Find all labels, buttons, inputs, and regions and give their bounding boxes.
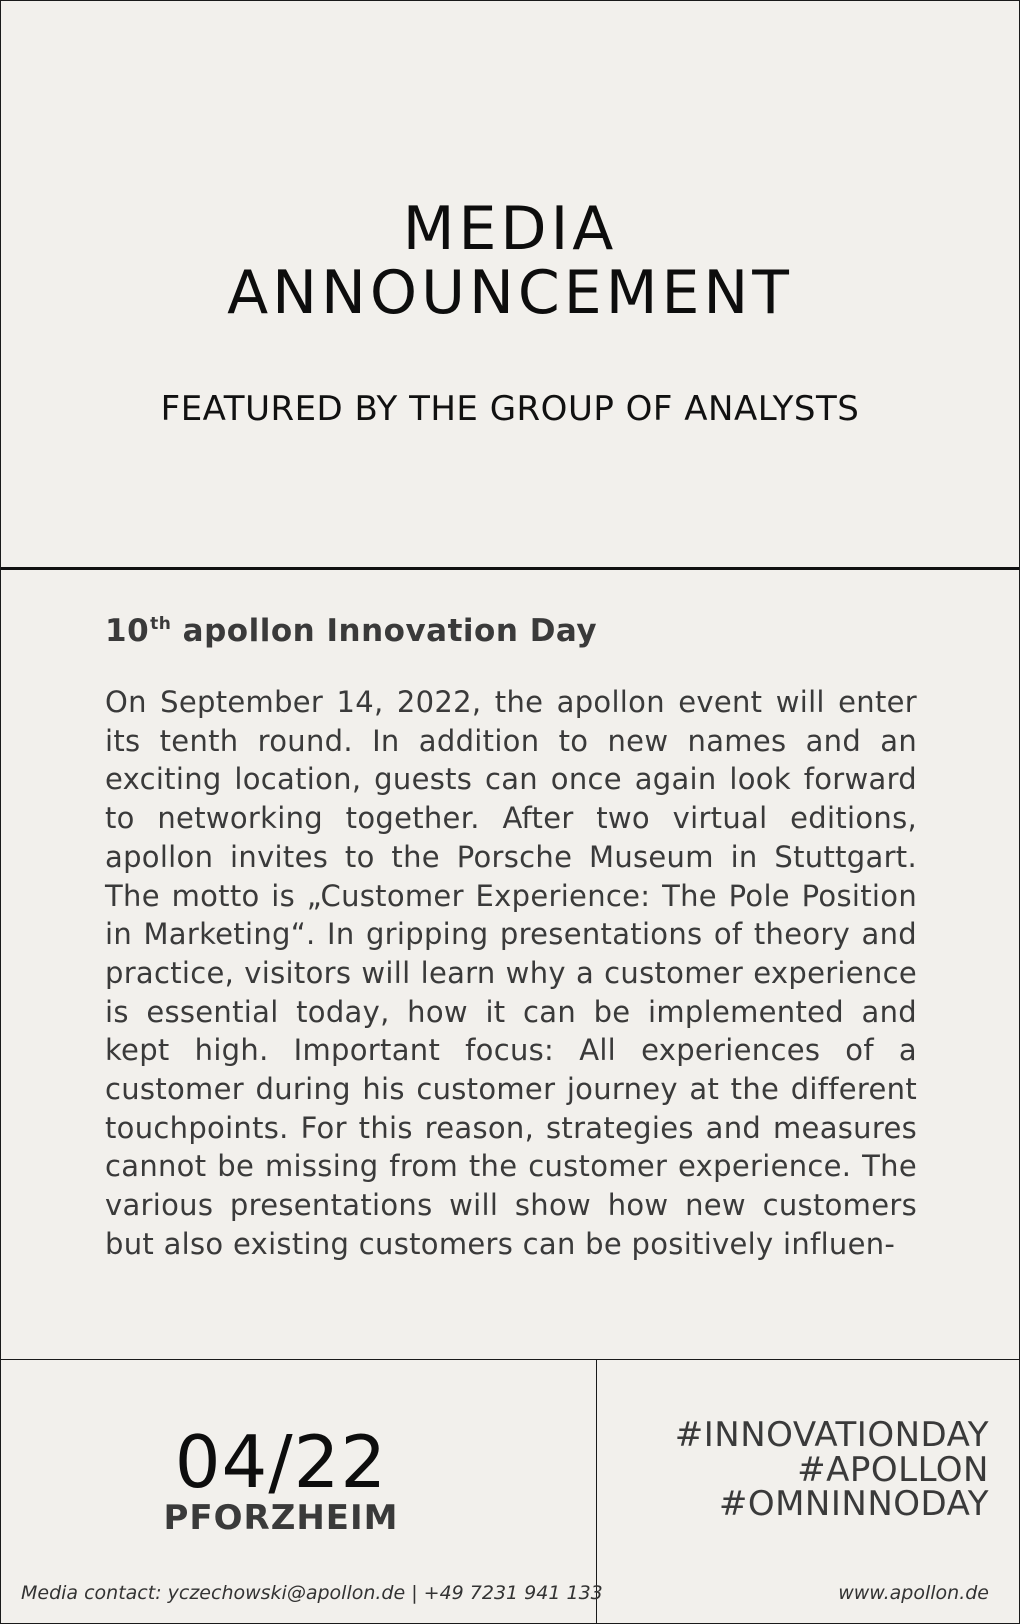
title-line-2: ANNOUNCEMENT [227, 258, 793, 328]
title-line-1: MEDIA [402, 194, 618, 264]
headline-number: 10 [105, 613, 150, 649]
footer [1, 1359, 1019, 1624]
hashtag-apollon: #APOLLON [797, 1449, 989, 1490]
article [105, 613, 917, 1261]
hashtag-innovationday: #INNOVATIONDAY [674, 1415, 989, 1455]
media-contact: Media contact: yczechowski@apollon.de | +49 7231 941 133 [21, 1582, 603, 1604]
headline-text: apollon Innovation Day [182, 613, 598, 649]
footer-left-panel [1, 1360, 603, 1624]
header-section [1, 1, 1019, 570]
event-city: PFORZHEIM [163, 1498, 399, 1538]
page-title [1, 194, 1019, 328]
footer-right-panel [597, 1360, 1019, 1624]
event-date: 04/22 [174, 1420, 388, 1504]
hashtag-list [674, 1415, 989, 1524]
headline-ordinal-suffix: th [150, 614, 172, 634]
subtitle: FEATURED BY THE GROUP OF ANALYSTS [160, 389, 860, 429]
article-headline [105, 613, 917, 649]
website-link[interactable]: www.apollon.de [838, 1582, 989, 1604]
article-body: On September 14, 2022, the apollon event will enter its tenth round. In addition to new names and an exciting location, guests can once again look forward to networking together. After two virtual editions, apollon invites to the Porsche Museum in Stuttgart. The motto is „Customer Experience: The Pole Position in Marketing“. In gripping presentations of theory and practice, visitors will learn why a customer experience is essential today, how it can be implemented and kept high. Important focus: All experiences of a customer during his customer journey at the different touchpoints. For this reason, strategies and measures cannot be missing from the customer experience. The various presentations will show how new customers but also existing customers can be positively influen- [105, 685, 917, 1261]
hashtag-omninnoday: #OMNINNODAY [718, 1484, 989, 1524]
